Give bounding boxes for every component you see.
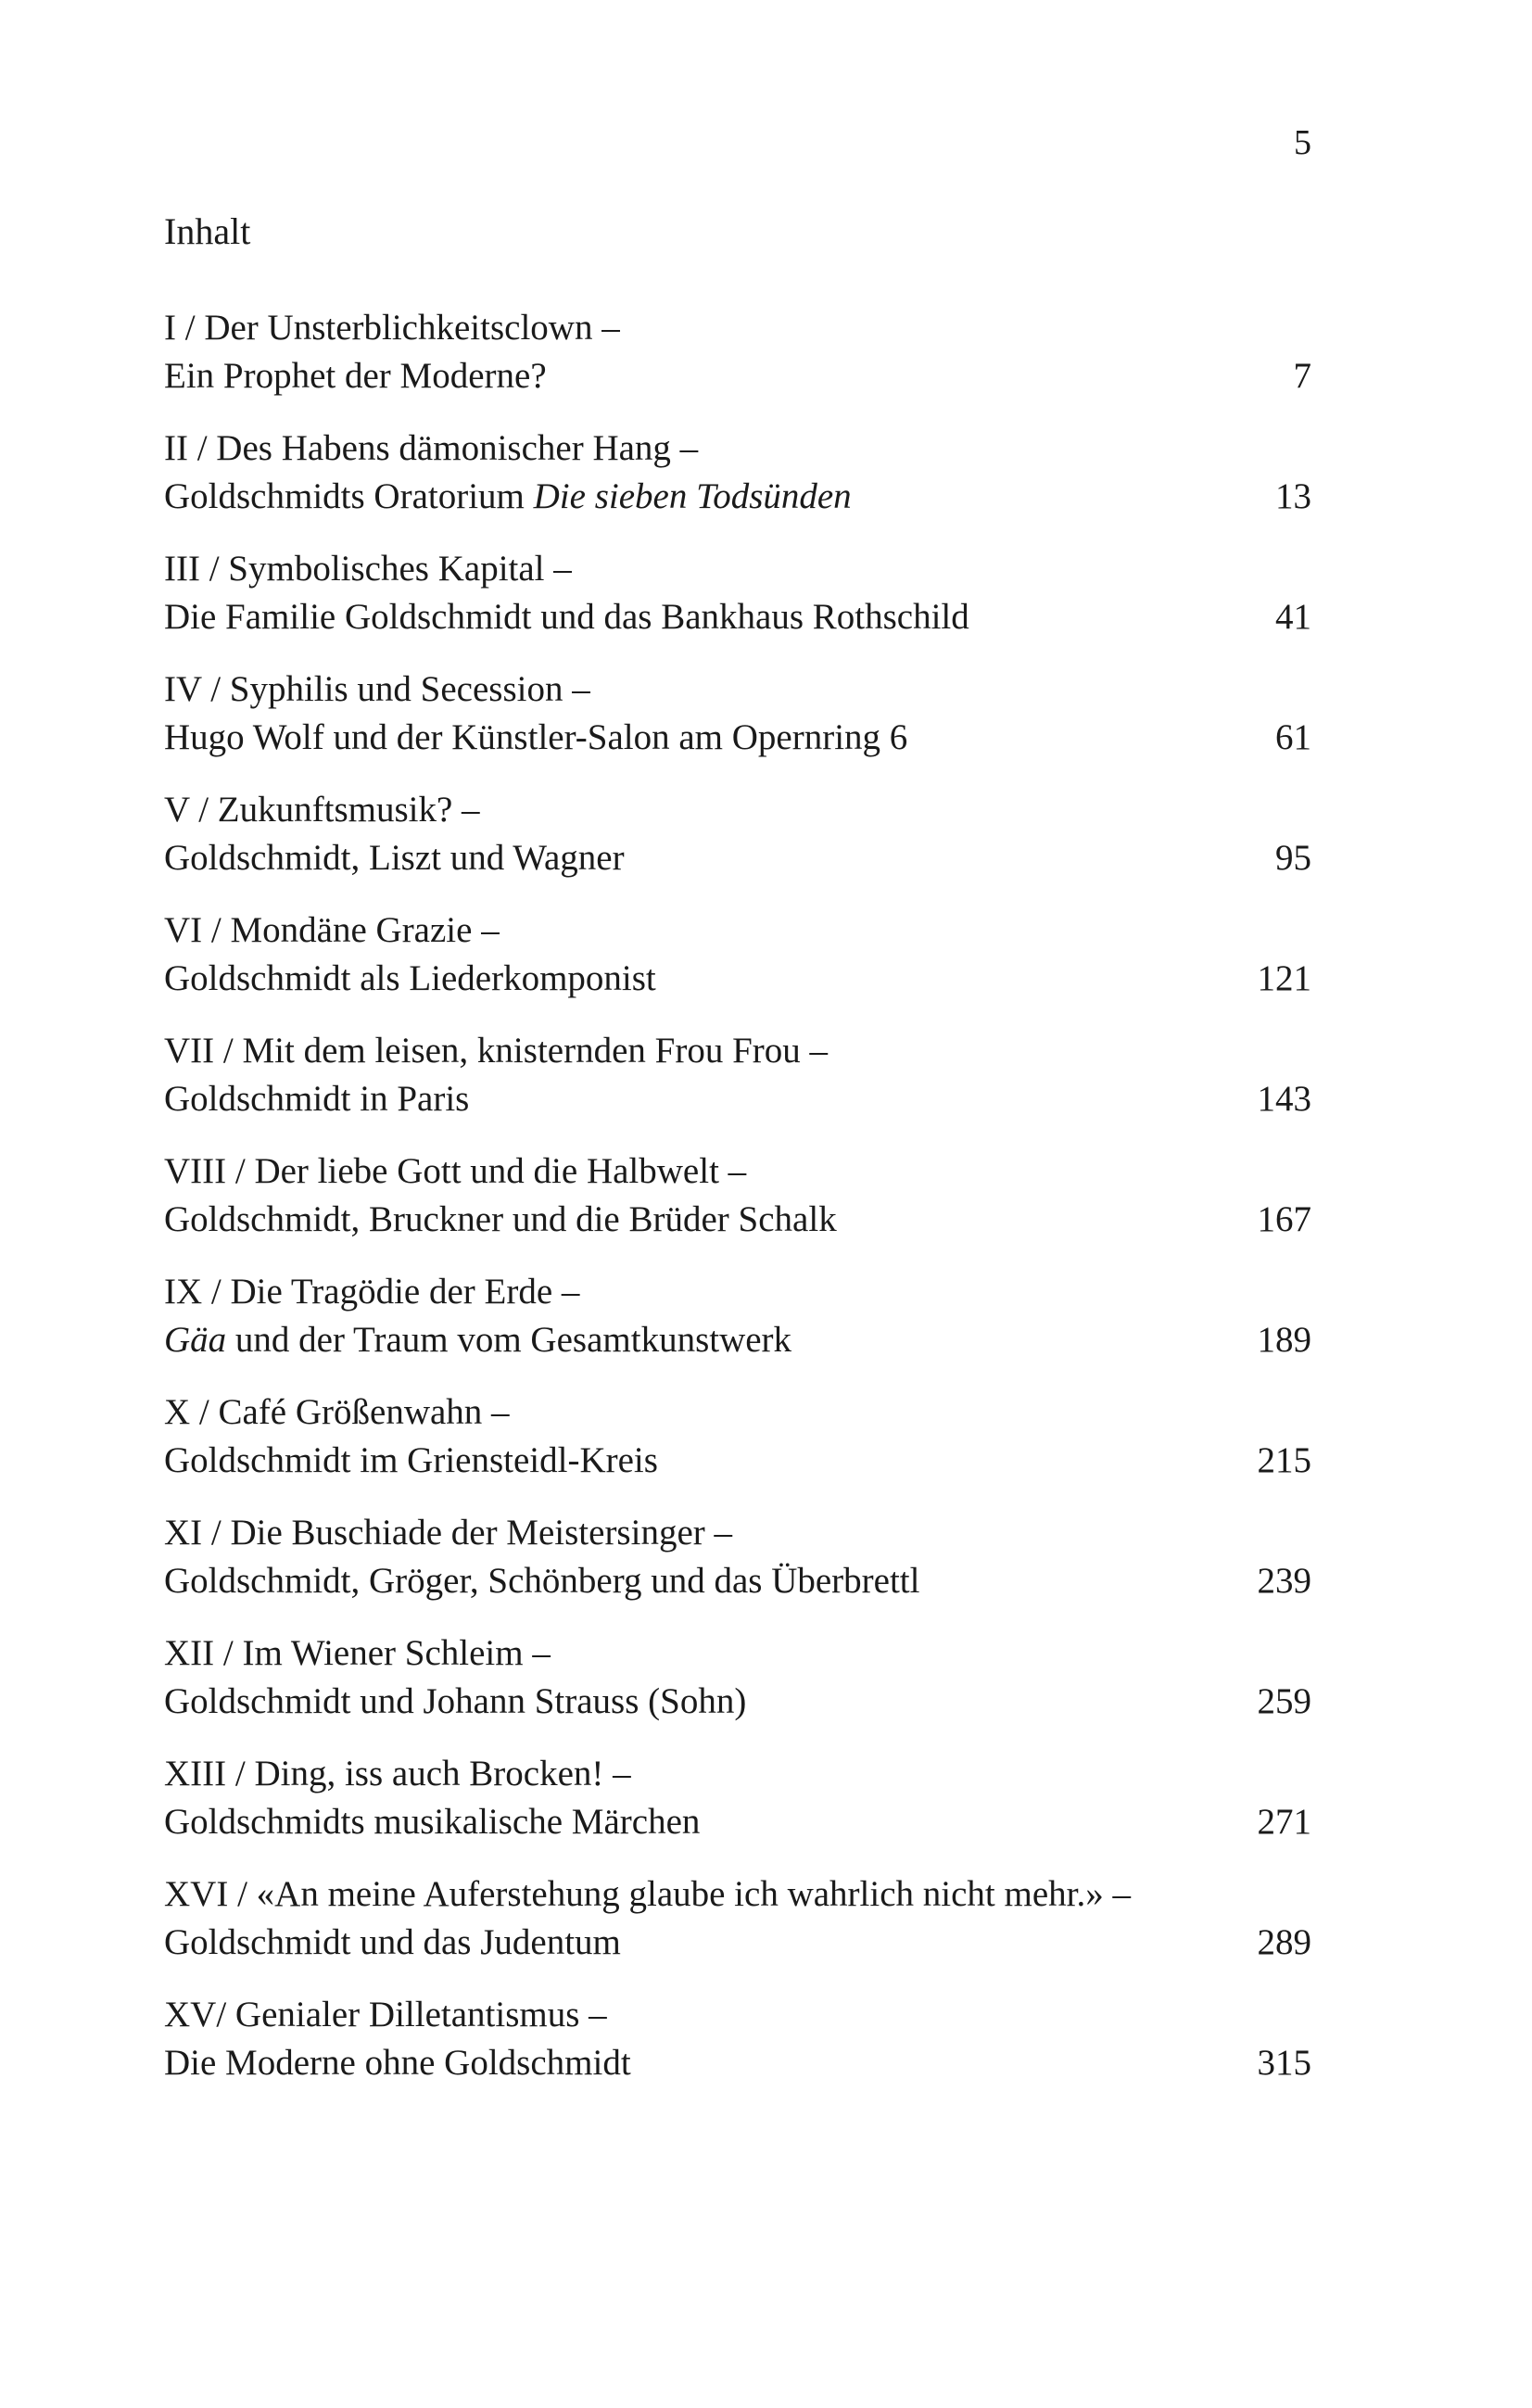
chapter-title: VIII / Der liebe Gott und die Halbwelt –	[164, 1151, 747, 1191]
chapter-subtitle	[164, 2039, 1311, 2087]
chapter-title: III / Symbolisches Kapital –	[164, 549, 572, 589]
toc-entry[interactable]	[164, 1147, 1311, 1268]
chapter-page: 289	[1257, 1922, 1311, 1962]
chapter-title: XII / Im Wiener Schleim –	[164, 1633, 551, 1673]
subtitle-text: Goldschmidts musikalische Märchen	[164, 1802, 701, 1842]
subtitle-text: Goldschmidt und das Judentum	[164, 1922, 621, 1962]
chapter-title: X / Café Größenwahn –	[164, 1392, 510, 1432]
chapter-page: 271	[1257, 1802, 1311, 1842]
toc-entry[interactable]	[164, 665, 1311, 786]
chapter-page: 121	[1257, 958, 1311, 998]
toc-entry[interactable]	[164, 906, 1311, 1027]
toc-entry[interactable]	[164, 425, 1311, 545]
chapter-page: 13	[1275, 476, 1311, 516]
toc-entry[interactable]	[164, 1870, 1311, 1991]
toc-entry[interactable]	[164, 545, 1311, 665]
chapter-subtitle	[164, 1437, 1311, 1485]
chapter-title: II / Des Habens dämonischer Hang –	[164, 428, 699, 468]
toc-heading: Inhalt	[164, 210, 251, 252]
chapter-subtitle	[164, 955, 1311, 1003]
chapter-page: 189	[1257, 1320, 1311, 1360]
subtitle-text: Goldschmidt und Johann Strauss (Sohn)	[164, 1681, 747, 1721]
subtitle-text: Goldschmidts Oratorium	[164, 476, 534, 516]
chapter-subtitle	[164, 714, 1311, 762]
chapter-subtitle	[164, 593, 1311, 641]
chapter-page: 143	[1257, 1079, 1311, 1119]
table-of-contents	[164, 304, 1311, 2111]
chapter-page: 41	[1275, 597, 1311, 637]
chapter-page: 215	[1257, 1440, 1311, 1480]
subtitle-text: Goldschmidt, Liszt und Wagner	[164, 838, 625, 878]
subtitle-text: Goldschmidt als Liederkomponist	[164, 958, 656, 998]
subtitle-text: Goldschmidt im Griensteidl-Kreis	[164, 1440, 658, 1480]
toc-entry[interactable]	[164, 304, 1311, 425]
subtitle-text: und der Traum vom Gesamtkunstwerk	[226, 1320, 792, 1360]
chapter-subtitle	[164, 1316, 1311, 1364]
toc-entry[interactable]	[164, 786, 1311, 906]
subtitle-italic: Gäa	[164, 1320, 227, 1360]
chapter-subtitle	[164, 1557, 1311, 1605]
chapter-title: XI / Die Buschiade der Meistersinger –	[164, 1513, 732, 1553]
chapter-title: XV/ Genialer Dilletantismus –	[164, 1995, 607, 2034]
chapter-title: V / Zukunftsmusik? –	[164, 790, 480, 830]
chapter-title: VII / Mit dem leisen, knisternden Frou Frou –	[164, 1031, 828, 1071]
toc-entry[interactable]	[164, 1750, 1311, 1870]
chapter-subtitle	[164, 1798, 1311, 1846]
subtitle-text: Goldschmidt, Gröger, Schönberg und das Überbrettl	[164, 1561, 920, 1601]
chapter-subtitle	[164, 1075, 1311, 1123]
subtitle-text: Goldschmidt in Paris	[164, 1079, 470, 1119]
subtitle-text: Goldschmidt, Bruckner und die Brüder Schalk	[164, 1199, 837, 1239]
chapter-page: 167	[1257, 1199, 1311, 1239]
chapter-title: XVI / «An meine Auferstehung glaube ich wahrlich nicht mehr.» –	[164, 1874, 1131, 1914]
chapter-page: 61	[1275, 717, 1311, 757]
chapter-page: 259	[1257, 1681, 1311, 1721]
subtitle-text: Die Familie Goldschmidt und das Bankhaus Rothschild	[164, 597, 969, 637]
chapter-page: 7	[1293, 356, 1311, 396]
chapter-title: IV / Syphilis und Secession –	[164, 669, 590, 709]
toc-entry[interactable]	[164, 1388, 1311, 1509]
chapter-subtitle	[164, 473, 1311, 521]
page-number: 5	[1294, 123, 1311, 162]
subtitle-text: Hugo Wolf und der Künstler-Salon am Opernring 6	[164, 717, 908, 757]
toc-entry[interactable]	[164, 1268, 1311, 1388]
chapter-page: 95	[1275, 838, 1311, 878]
chapter-title: IX / Die Tragödie der Erde –	[164, 1272, 580, 1312]
chapter-title: VI / Mondäne Grazie –	[164, 910, 500, 950]
toc-entry[interactable]	[164, 1629, 1311, 1750]
toc-entry[interactable]	[164, 1509, 1311, 1629]
toc-entry[interactable]	[164, 1027, 1311, 1147]
toc-entry[interactable]	[164, 1991, 1311, 2111]
chapter-title: I / Der Unsterblichkeitsclown –	[164, 308, 620, 348]
subtitle-text: Die Moderne ohne Goldschmidt	[164, 2043, 631, 2083]
chapter-subtitle	[164, 1196, 1311, 1244]
subtitle-italic: Die sieben Todsünden	[533, 476, 852, 516]
chapter-page: 239	[1257, 1561, 1311, 1601]
chapter-subtitle	[164, 1919, 1311, 1967]
chapter-subtitle	[164, 1678, 1311, 1726]
subtitle-text: Ein Prophet der Moderne?	[164, 356, 547, 396]
chapter-title: XIII / Ding, iss auch Brocken! –	[164, 1754, 631, 1793]
chapter-subtitle	[164, 834, 1311, 882]
chapter-page: 315	[1257, 2043, 1311, 2083]
chapter-subtitle	[164, 352, 1311, 400]
